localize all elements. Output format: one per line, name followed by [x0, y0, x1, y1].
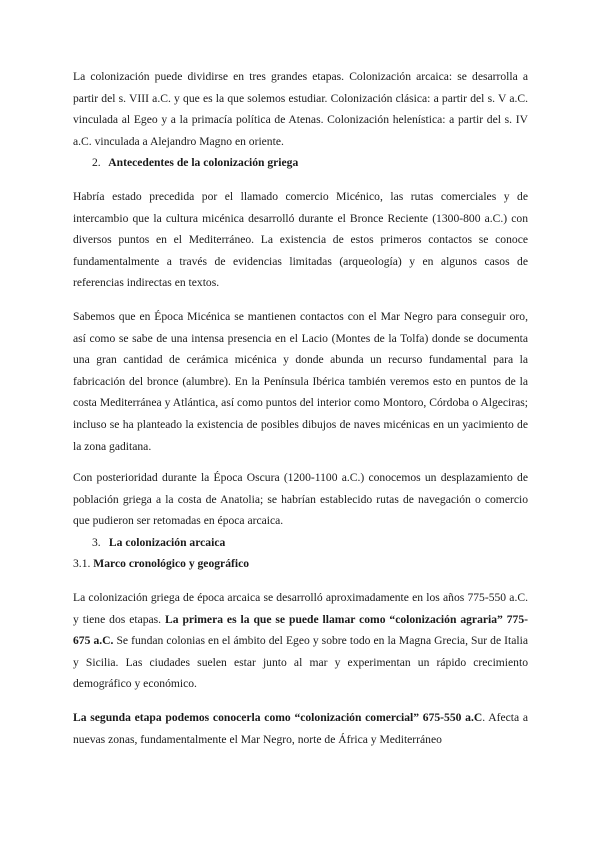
- section-2-paragraph-3: Con posterioridad durante la Época Oscura (1200-1100 a.C.) conocemos un desplazamiento de población griega a la costa de Anatolia; se habrían establecido rutas de navegación o comercio que pudieron ser retomadas en época arcaica.: [73, 471, 528, 528]
- subsection-3-1-title: Marco cronológico y geográfico: [93, 557, 250, 571]
- section-3-number: 3.: [92, 535, 101, 549]
- section-2-paragraph-1: Habría estado precedida por el llamado comercio Micénico, las rutas comerciales y de intercambio que la cultura micénica desarrolló durante el Bronce Reciente (1300-800 a.C.) con diversos puntos en el Mediterráneo. La existencia de estos primeros contactos se conoce fundamentalmente a través de evidencias limitadas (arqueología) y en algunos casos de referencias indirectas en textos.: [73, 189, 528, 290]
- subsection-3-1-number: 3.1.: [73, 557, 91, 571]
- section-3-paragraph-1: [73, 587, 528, 695]
- p2-bold-second-stage: La segunda etapa podemos conocerla como “colonización comercial” 675-550 a.C: [73, 711, 483, 725]
- p2-text-b: . Afecta a nuevas zonas, fundamentalmente el Mar Negro, norte de África y Mediterráneo: [73, 711, 528, 746]
- section-2-heading: [73, 152, 528, 174]
- section-2-paragraph-2: Sabemos que en Época Micénica se mantienen contactos con el Mar Negro para conseguir oro, así como se sabe de una intensa presencia en el Lacio (Montes de la Tolfa) donde se documenta una gran cantidad de cerámica micénica y donde abunda un recurso fundamental para la fabricación del bronce (alumbre). En la Península Ibérica también veremos esto en puntos de la costa Mediterránea y Atlántica, así como puntos del interior como Montoro, Córdoba o Algeciras; incluso se ha planteado la existencia de posibles dibujos de naves micénicas en un yacimiento de la zona gaditana.: [73, 309, 528, 453]
- p1-bold-first-stage: La primera es la que se puede llamar como “colonización agraria” 775-675 a.C.: [73, 612, 528, 648]
- section-2-number: 2.: [92, 156, 101, 170]
- p1-text-c: Se fundan colonias en el ámbito del Egeo y sobre todo en la Magna Grecia, Sur de Italia y Sicilia. Las ciudades suelen estar junto al mar y experimentan un rápido crecimiento demográfico y económico.: [73, 634, 528, 691]
- intro-paragraph: La colonización puede dividirse en tres grandes etapas. Colonización arcaica: se desarrolla a partir del s. VIII a.C. y que es la que solemos estudiar. Colonización clásica: a partir del s. V a.C. vinculada al Egeo y a la primacía política de Atenas. Colonización helenística: a partir del s. IV a.C. vinculada a Alejandro Magno en oriente.: [73, 70, 528, 148]
- section-3-heading: [73, 532, 528, 554]
- section-3-title: La colonización arcaica: [108, 535, 226, 549]
- subsection-3-1-heading: [73, 553, 528, 575]
- section-2-title: Antecedentes de la colonización griega: [108, 156, 299, 170]
- p1-text-a: La colonización griega de época arcaica se desarrolló aproximadamente en los años 775-550 a.C. y tiene dos etapas.: [73, 591, 528, 626]
- section-3-paragraph-2: [73, 707, 528, 750]
